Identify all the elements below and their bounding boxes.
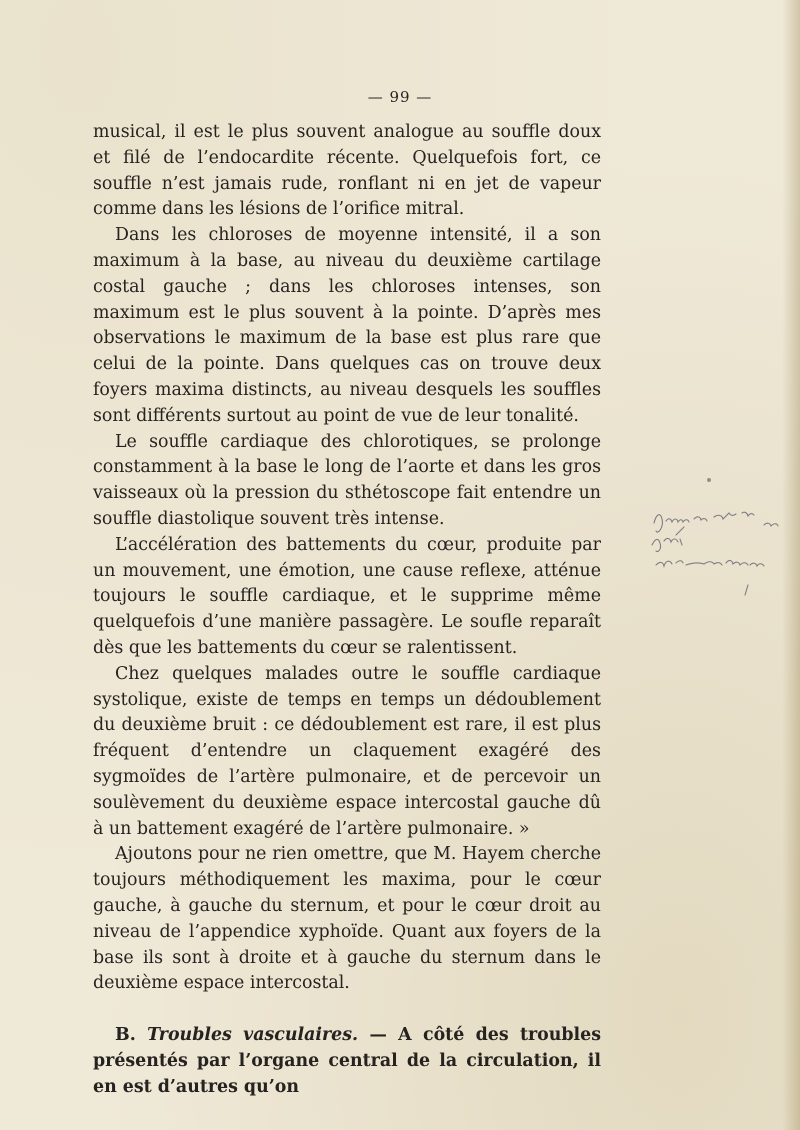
paragraph-3: Le souffle cardiaque des chlorotiques, se prolonge constamment à la base le long de l’aorte et dans les gros vaisseaux où la pression du sthétoscope fait entendre un souffle diastolique souvent très intense. <box>93 431 601 529</box>
paragraph-4: L’accélération des battements du cœur, produite par un mouvement, une émotion, une cause reflexe, atténue toujours le souffle cardiaque, et le supprime même quelquefois d’une manière passagère. Le soufle reparaît dès que les battements du cœur se ralentissent. <box>93 534 601 658</box>
section-title: Troubles vasculaires. <box>147 1025 359 1046</box>
handwriting-scribble <box>642 505 792 605</box>
ink-dot <box>707 478 711 482</box>
section-label: B. <box>115 1025 136 1046</box>
page-number: — 99 — <box>367 88 433 106</box>
paragraph-5: Chez quelques malades outre le souffle cardiaque systolique, existe de temps en temps un dédoublement du deuxième bruit : ce dédoublement est rare, il est plus fréquent d’entendre un claquement exagéré des sygmoïdes de l’artère pulmonaire, et de percevoir un soulèvement du deuxième espace intercostal gauche dû à un battement exagéré de l’artère pulmonaire. » <box>93 663 601 839</box>
body-text <box>93 120 601 1100</box>
handwritten-margin-note <box>642 505 792 605</box>
paragraph-6: Ajoutons pour ne rien omettre, que M. Hayem cherche toujours méthodiquement les maxima, pour le cœur gauche, à gauche du sternum, et pour le cœur droit au niveau de l’appendice xyphoïde. Quant aux foyers de la base ils sont à droite et à gauche du sternum dans le deuxième espace intercostal. <box>93 844 601 994</box>
section-text: — A côté des troubles présentés par l’organe central de la circulation, il en est d’autres qu’on <box>93 1025 601 1097</box>
paragraph-2: Dans les chloroses de moyenne intensité, il a son maximum à la base, au niveau du deuxième cartilage costal gauche ; dans les chloroses intenses, son maximum est le plus souvent à la pointe. D’après mes observations le maximum de la base est plus rare que celui de la pointe. Dans quelques cas on trouve deux foyers maxima distincts, au niveau desquels les souffles sont différents surtout au point de vue de leur tonalité. <box>93 225 601 426</box>
paragraph-1: musical, il est le plus souvent analogue au souffle doux et filé de l’endocardite récente. Quelquefois fort, ce souffle n’est jamais rude, ronflant ni en jet de vapeur comme dans les lésions de l’orifice mitral. <box>93 122 601 220</box>
section-b <box>93 1023 601 1100</box>
